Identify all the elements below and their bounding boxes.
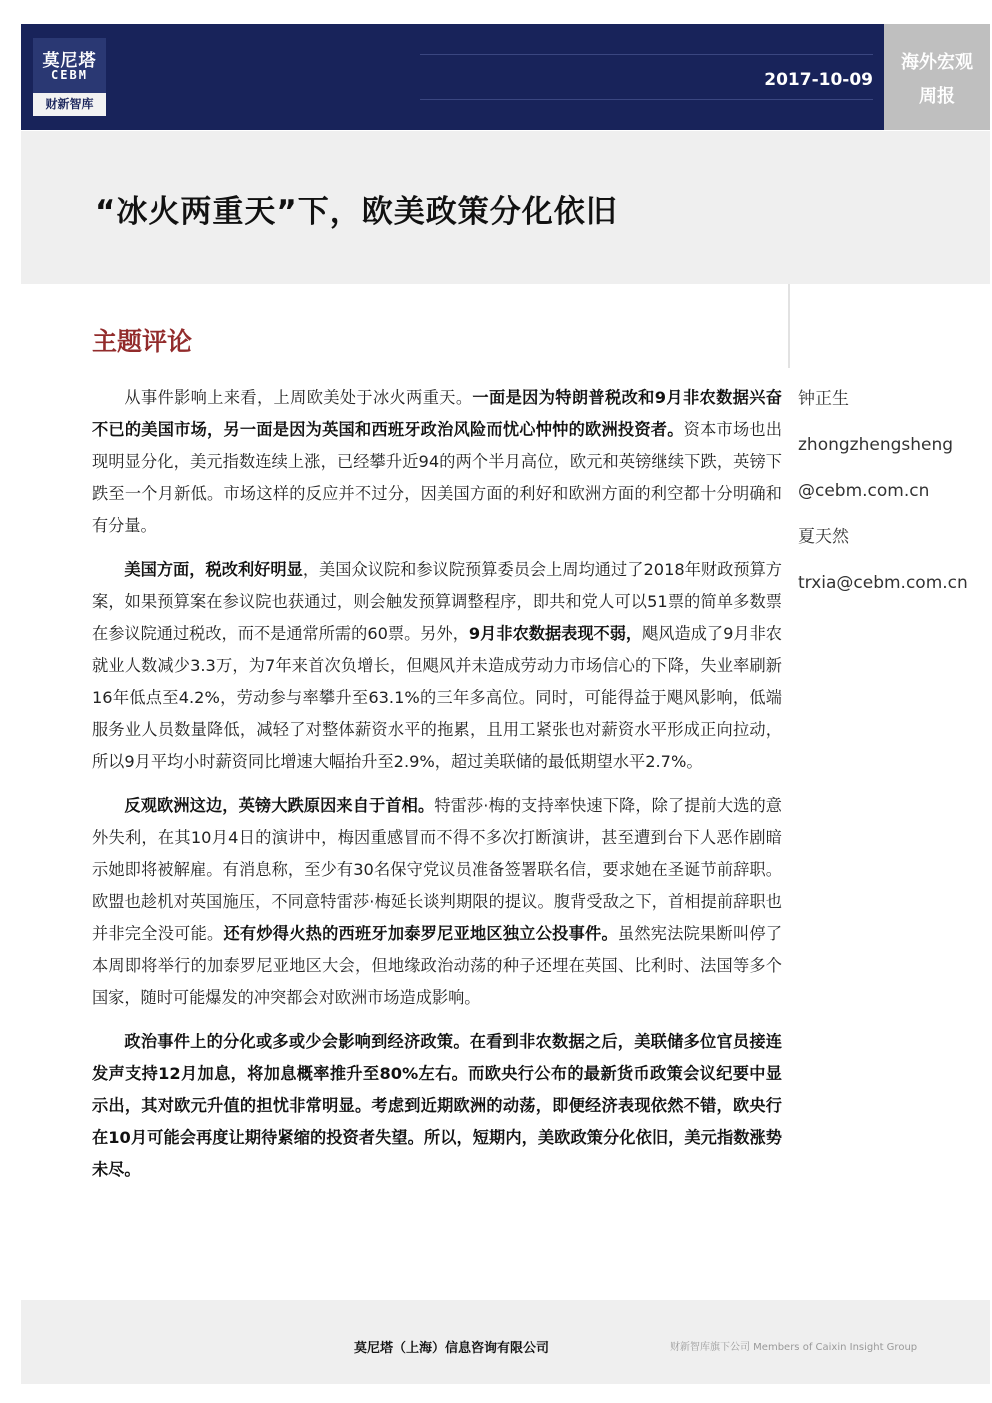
report-date: 2017-10-09: [764, 70, 873, 90]
author-2-email[interactable]: trxia@cebm.com.cn: [798, 573, 968, 593]
author-1-name: 钟正生: [798, 389, 849, 409]
header-rule-bottom: [420, 99, 873, 100]
p4-bold: 政治事件上的分化或多或少会影响到经济政策。在看到非农数据之后，美联储多位官员接连发声支持12月加息，将加息概率推升至80%左右。而欧央行公布的最新货币政策会议纪要中显示出，其对欧元升值的担忧非常明显。考虑到近期欧洲的动荡，即便经济表现依然不错，欧央行在10月可能会再度让期待紧缩的投资者失望。所以，短期内，美欧政策分化依旧，美元指数涨势未尽。: [92, 1032, 782, 1179]
p3-bold-a: 反观欧洲这边，英镑大跌原因来自于首相。: [124, 796, 435, 815]
p2-bold-a: 美国方面，税改利好明显: [124, 560, 303, 579]
sidebar-divider: [788, 284, 790, 368]
report-category-tag: [884, 24, 990, 130]
author-2-name: 夏天然: [798, 527, 849, 547]
p3-bold-c: 还有炒得火热的西班牙加泰罗尼亚地区独立公投事件。: [223, 924, 618, 943]
category-line-1: 海外宏观: [901, 52, 973, 73]
logo-english-name: CEBM: [51, 68, 88, 82]
footer-members: 财新智库旗下公司 Members of Caixin Insight Group: [670, 1342, 918, 1353]
author-1-email-line-2[interactable]: @cebm.com.cn: [798, 481, 930, 501]
article-body: [92, 382, 782, 1198]
p2-text-b: ，美国众议院和参议院预算委员会上周均通过了2018年财政预算方案，如果预算案在参议院也获通过，则会触发预算调整程序，即共和党人可以51票的简单多数票在参议院通过税改，而不是通常所需的60票。另外，: [92, 560, 782, 643]
cebm-logo: [33, 38, 106, 116]
footer-company: 莫尼塔（上海）信息咨询有限公司: [354, 1341, 550, 1356]
p1-bold: 一面是因为特朗普税改和9月非农数据兴奋不已的美国市场，另一面是因为英国和西班牙政治风险而忧心忡忡的欧洲投资者。: [92, 388, 782, 439]
paragraph-2: [92, 554, 782, 778]
p1-text-a: 从事件影响上来看，上周欧美处于冰火两重天。: [124, 388, 473, 407]
p3-text-d: 虽然宪法院果断叫停了本周即将举行的加泰罗尼亚地区大会，但地缘政治动荡的种子还埋在英国、比利时、法国等多个国家，随时可能爆发的冲突都会对欧洲市场造成影响。: [92, 924, 783, 1007]
paragraph-3: [92, 790, 782, 1014]
logo-subtitle: 财新智库: [33, 93, 106, 116]
section-heading: 主题评论: [92, 327, 193, 356]
category-line-2: 周报: [919, 86, 955, 107]
p2-bold-c: 9月非农数据表现不弱，: [468, 624, 643, 643]
paragraph-4: [92, 1026, 782, 1186]
report-title: “冰火两重天”下，欧美政策分化依旧: [95, 194, 618, 230]
paragraph-1: [92, 382, 782, 542]
logo-chinese-name: 莫尼塔: [42, 51, 97, 71]
author-sidebar: [798, 384, 988, 614]
p1-text-c: 资本市场也出现明显分化，美元指数连续上涨，已经攀升近94的两个半月高位，欧元和英镑继续下跌，英镑下跌至一个月新低。市场这样的反应并不过分，因美国方面的利好和欧洲方面的利空都十分明确和有分量。: [92, 420, 783, 535]
header-rule-top: [420, 54, 873, 55]
p3-text-b: 特雷莎·梅的支持率快速下降，除了提前大选的意外失利，在其10月4日的演讲中，梅因重感冒而不得不多次打断演讲，甚至遭到台下人恶作剧暗示她即将被解雇。有消息称，至少有30名保守党议员准备签署联名信，要求她在圣诞节前辞职。欧盟也趁机对英国施压，不同意特雷莎·梅延长谈判期限的提议。腹背受敌之下，首相提前辞职也并非完全没可能。: [92, 796, 782, 943]
author-1-email-line-1[interactable]: zhongzhengsheng: [798, 435, 954, 455]
p2-text-d: 飓风造成了9月非农就业人数减少3.3万，为7年来首次负增长，但飓风并未造成劳动力市场信心的下降，失业率刷新16年低点至4.2%，劳动参与率攀升至63.1%的三年多高位。同时，可能得益于飓风影响，低端服务业人员数量降低，减轻了对整体薪资水平的拖累，且用工紧张也对薪资水平形成正向拉动，所以9月平均小时薪资同比增速大幅抬升至2.9%，超过美联储的最低期望水平2.7%。: [92, 624, 782, 771]
